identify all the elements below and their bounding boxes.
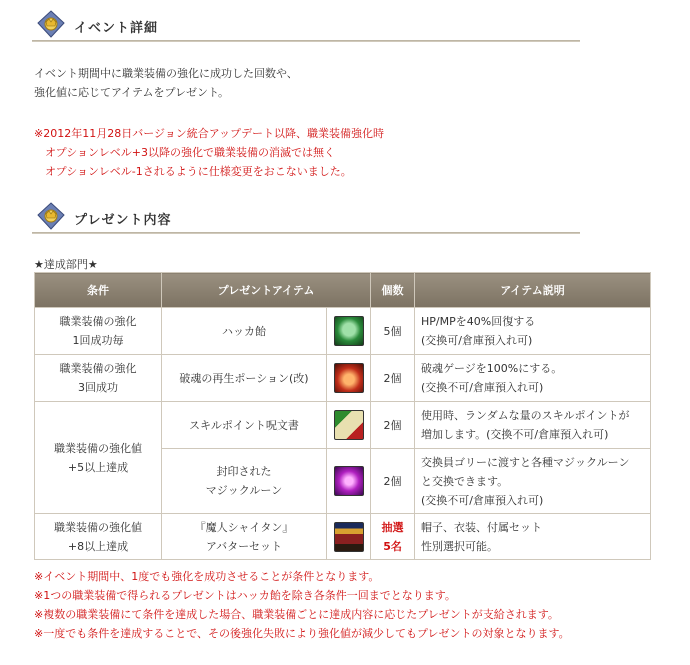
qty-cell: [371, 514, 415, 560]
item-name-line: 封印された: [216, 465, 272, 478]
description-line: 交換員ゴリーに渡すと各種マジックルーン: [421, 455, 630, 469]
description-line: 帽子、衣装、付属セット: [421, 520, 543, 534]
qty-cell: 2個: [371, 449, 415, 514]
description-cell: [415, 308, 651, 355]
note-line: ※イベント期間中、1度でも強化を成功させることが条件となります。: [34, 570, 380, 583]
description-cell: [415, 449, 651, 514]
condition-line: 職業装備の強化値: [54, 441, 142, 455]
item-icon-cell: [327, 514, 371, 560]
condition-line: +5以上達成: [67, 460, 129, 474]
intro-line: 強化値に応じてアイテムをプレゼント。: [34, 86, 230, 99]
table-header-row: [35, 273, 651, 308]
description-line: 増加します。(交換不可/倉庫預入れ可): [421, 428, 609, 441]
description-line: HP/MPを40%回復する: [421, 315, 536, 328]
description-line: と交換できます。: [421, 474, 509, 488]
section-title: イベント詳細: [74, 21, 159, 36]
description-line: 破魂ゲージを100%にする。: [421, 362, 563, 375]
mint-candy-icon: [334, 316, 364, 346]
intro-line: イベント期間中に職業装備の強化に成功した回数や、: [34, 67, 298, 80]
header-qty: 個数: [371, 273, 415, 308]
table-row: [35, 514, 651, 560]
lottery-count: 5名: [383, 539, 402, 553]
intro-text: [34, 64, 298, 102]
present-table: [34, 272, 651, 560]
description-cell: [415, 514, 651, 560]
condition-line: 職業装備の強化: [59, 362, 137, 375]
item-name-line: 『魔人シャイタン』: [194, 520, 294, 534]
header-condition: 条件: [35, 273, 162, 308]
condition-cell: [35, 308, 162, 355]
section-divider: [32, 232, 580, 234]
qty-cell: 5個: [371, 308, 415, 355]
condition-line: 職業装備の強化値: [54, 520, 142, 534]
lottery-label: 抽選: [381, 520, 404, 534]
item-name-cell: [162, 514, 327, 560]
item-icon-cell: [327, 402, 371, 449]
section-header-event-details: [32, 8, 580, 42]
condition-line: +8以上達成: [67, 539, 129, 553]
condition-cell: [35, 514, 162, 560]
table-row: [35, 355, 651, 402]
table-row: [35, 402, 651, 449]
header-description: アイテム説明: [415, 273, 651, 308]
item-icon-cell: [327, 308, 371, 355]
item-name-cell: [162, 449, 327, 514]
item-name-cell: スキルポイント呪文書: [162, 402, 327, 449]
note-line: ※1つの職業装備で得られるプレゼントはハッカ飴を除き各条件一回までとなります。: [34, 589, 456, 602]
item-name-line: マジックルーン: [205, 484, 283, 497]
section-title: プレゼント内容: [74, 213, 172, 228]
notice-line: オプションレベル+3以降の強化で職業装備の消滅では無く: [34, 146, 335, 159]
item-icon-cell: [327, 449, 371, 514]
condition-line: 職業装備の強化: [59, 315, 137, 328]
description-cell: [415, 402, 651, 449]
regen-potion-icon: [334, 363, 364, 393]
note-line: ※一度でも条件を達成することで、その後強化失敗により強化値が減少してもプレゼントの対象となります。: [34, 627, 570, 640]
description-line: (交換不可/倉庫預入れ可): [421, 493, 544, 507]
qty-cell: 2個: [371, 355, 415, 402]
qty-cell: 2個: [371, 402, 415, 449]
description-line: 性別選択可能。: [421, 539, 499, 553]
description-cell: [415, 355, 651, 402]
avatar-set-icon: [334, 522, 364, 552]
section-header-present: [32, 200, 580, 234]
item-name-cell: ハッカ飴: [162, 308, 327, 355]
notice-line: オプションレベル-1されるように仕様変更をおこないました。: [34, 165, 352, 178]
sealed-rune-icon: [334, 466, 364, 496]
condition-cell: [35, 355, 162, 402]
header-item: プレゼントアイテム: [162, 273, 371, 308]
description-line: (交換不可/倉庫預入れ可): [421, 381, 544, 394]
condition-cell: [35, 402, 162, 514]
section-divider: [32, 40, 580, 42]
condition-line: 3回成功: [78, 381, 118, 394]
skill-scroll-icon: [334, 410, 364, 440]
table-row: [35, 308, 651, 355]
description-line: 使用時、ランダムな量のスキルポイントが: [421, 409, 630, 422]
notice-text: [34, 124, 384, 181]
notes: [34, 567, 570, 643]
item-icon-cell: [327, 355, 371, 402]
description-line: (交換可/倉庫預入れ可): [421, 334, 533, 347]
item-name-cell: 破魂の再生ポーション(改): [162, 355, 327, 402]
item-name-line: アバターセット: [206, 539, 282, 553]
condition-line: 1回成功毎: [72, 334, 124, 347]
notice-line: ※2012年11月28日バージョン統合アップデート以降、職業装備強化時: [34, 127, 384, 140]
note-line: ※複数の職業装備にて条件を達成した場合、職業装備ごとに達成内容に応じたプレゼントが支給されます。: [34, 608, 559, 621]
crown-emblem-icon: [36, 10, 66, 38]
category-label: ★達成部門★: [34, 258, 98, 271]
crown-emblem-icon: [36, 202, 66, 230]
